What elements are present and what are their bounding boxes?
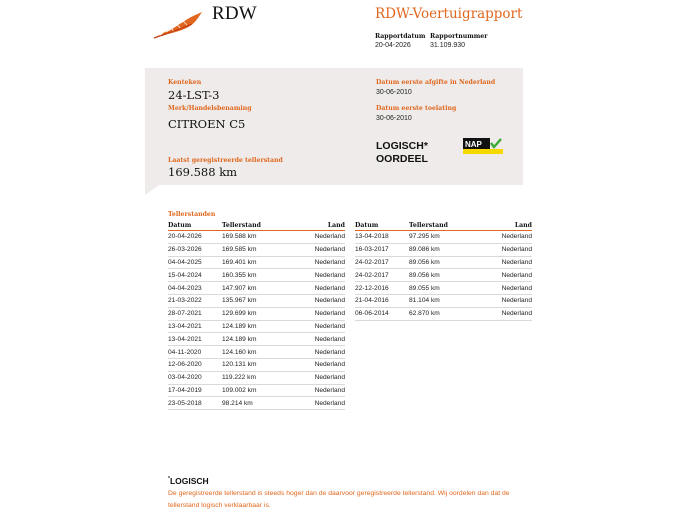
cell-odometer: 98.214 km <box>222 397 292 410</box>
table-row <box>168 307 345 320</box>
table-header-row <box>355 220 532 231</box>
cell-odometer: 109.002 km <box>222 384 292 397</box>
table-row <box>355 294 532 307</box>
cell-date: 21-03-2022 <box>168 294 222 307</box>
cell-odometer: 135.967 km <box>222 294 292 307</box>
table-row <box>355 269 532 282</box>
table-row <box>355 307 532 320</box>
table-row <box>168 243 345 256</box>
table-row <box>168 358 345 371</box>
footnote-text: De geregistreerde tellerstand is steeds hoger dan de daarvoor geregistreerde tellerstand. Wij oordelen dan dat de tellerstand logisch verklaarbaar is. <box>168 490 510 509</box>
cell-odometer: 169.585 km <box>222 243 292 256</box>
cell-country: Nederland <box>292 231 345 244</box>
verdict <box>376 140 428 166</box>
last-odometer: 169.588 km <box>168 165 238 179</box>
vehicle-make: CITROEN C5 <box>168 117 246 131</box>
table-row <box>168 231 345 244</box>
cell-date: 04-04-2025 <box>168 256 222 269</box>
table-header-row <box>168 220 345 231</box>
cell-country: Nederland <box>479 269 532 282</box>
col-date: Datum <box>355 220 409 231</box>
cell-date: 12-06-2020 <box>168 358 222 371</box>
table-row <box>168 371 345 384</box>
cell-country: Nederland <box>292 269 345 282</box>
cell-country: Nederland <box>292 397 345 410</box>
cell-date: 22-12-2016 <box>355 282 409 295</box>
cell-date: 23-05-2018 <box>168 397 222 410</box>
col-country: Land <box>292 220 345 231</box>
license-plate: 24-LST-3 <box>168 88 220 102</box>
cell-country: Nederland <box>292 333 345 346</box>
cell-odometer: 81.104 km <box>409 294 479 307</box>
cell-country: Nederland <box>479 231 532 244</box>
report-number-label: Rapportnummer <box>430 33 488 40</box>
col-country: Land <box>479 220 532 231</box>
cell-country: Nederland <box>292 256 345 269</box>
table-row <box>355 243 532 256</box>
cell-odometer: 124.160 km <box>222 346 292 359</box>
cell-date: 13-04-2021 <box>168 320 222 333</box>
cell-country: Nederland <box>292 358 345 371</box>
cell-date: 28-07-2021 <box>168 307 222 320</box>
cell-odometer: 124.189 km <box>222 320 292 333</box>
col-odometer: Tellerstand <box>409 220 479 231</box>
cell-country: Nederland <box>292 320 345 333</box>
cell-date: 21-04-2016 <box>355 294 409 307</box>
brand-name: RDW <box>212 3 257 24</box>
table-row <box>355 256 532 269</box>
cell-country: Nederland <box>292 282 345 295</box>
table-row <box>168 294 345 307</box>
readings-table-right <box>355 220 532 321</box>
footnote-marker: * <box>168 476 170 483</box>
document-title: RDW-Voertuigrapport <box>375 6 523 22</box>
cell-date: 26-03-2026 <box>168 243 222 256</box>
cell-odometer: 89.056 km <box>409 269 479 282</box>
col-odometer: Tellerstand <box>222 220 292 231</box>
report-date: 20-04-2026 <box>375 42 411 49</box>
col-date: Datum <box>168 220 222 231</box>
cell-date: 03-04-2020 <box>168 371 222 384</box>
cell-date: 13-04-2018 <box>355 231 409 244</box>
nap-badge-text: NAP <box>465 140 482 149</box>
table-row <box>355 231 532 244</box>
cell-odometer: 147.907 km <box>222 282 292 295</box>
first-admission-date: 30-06-2010 <box>376 115 412 122</box>
cell-date: 24-02-2017 <box>355 269 409 282</box>
plate-label: Kenteken <box>168 79 202 86</box>
cell-date: 20-04-2026 <box>168 231 222 244</box>
cell-odometer: 169.588 km <box>222 231 292 244</box>
table-row <box>168 256 345 269</box>
cell-country: Nederland <box>292 243 345 256</box>
cell-odometer: 119.222 km <box>222 371 292 384</box>
table-row <box>168 282 345 295</box>
verdict-line-1: LOGISCH* <box>376 140 428 152</box>
cell-date: 06-06-2014 <box>355 307 409 320</box>
cell-country: Nederland <box>292 371 345 384</box>
first-admission-label: Datum eerste toelating <box>376 105 457 112</box>
verdict-line-2: OORDEEL <box>376 153 428 165</box>
table-row <box>168 397 345 410</box>
cell-country: Nederland <box>292 307 345 320</box>
cell-odometer: 120.131 km <box>222 358 292 371</box>
odometer-label: Laatst geregistreerde tellerstand <box>168 157 283 164</box>
table-row <box>168 346 345 359</box>
cell-country: Nederland <box>479 282 532 295</box>
cell-date: 24-02-2017 <box>355 256 409 269</box>
first-nl-label: Datum eerste afgifte in Nederland <box>376 79 496 86</box>
first-nl-date: 30-06-2010 <box>376 89 412 96</box>
table-row <box>168 333 345 346</box>
table-row <box>355 282 532 295</box>
nap-badge-icon <box>463 138 503 154</box>
cell-odometer: 89.086 km <box>409 243 479 256</box>
cell-country: Nederland <box>479 294 532 307</box>
cell-date: 16-03-2017 <box>355 243 409 256</box>
cell-date: 04-11-2020 <box>168 346 222 359</box>
cell-country: Nederland <box>292 346 345 359</box>
cell-date: 15-04-2024 <box>168 269 222 282</box>
table-row <box>168 269 345 282</box>
cell-odometer: 97.295 km <box>409 231 479 244</box>
cell-country: Nederland <box>479 256 532 269</box>
cell-country: Nederland <box>292 294 345 307</box>
cell-odometer: 129.699 km <box>222 307 292 320</box>
cell-odometer: 89.055 km <box>409 282 479 295</box>
cell-odometer: 160.355 km <box>222 269 292 282</box>
cell-odometer: 89.056 km <box>409 256 479 269</box>
table-row <box>168 320 345 333</box>
readings-title: Tellerstanden <box>168 211 216 218</box>
rdw-logo-icon <box>152 10 204 40</box>
readings-table-left <box>168 220 345 410</box>
cell-date: 17-04-2019 <box>168 384 222 397</box>
cell-odometer: 169.401 km <box>222 256 292 269</box>
make-label: Merk/Handelsbenaming <box>168 105 252 112</box>
report-date-label: Rapportdatum <box>375 33 426 40</box>
report-number: 31.109.930 <box>430 42 466 49</box>
cell-odometer: 62.870 km <box>409 307 479 320</box>
footnote-title <box>168 476 209 486</box>
table-row <box>168 384 345 397</box>
cell-date: 04-04-2023 <box>168 282 222 295</box>
panel-corner <box>145 185 159 195</box>
cell-country: Nederland <box>479 307 532 320</box>
cell-date: 13-04-2021 <box>168 333 222 346</box>
cell-odometer: 124.189 km <box>222 333 292 346</box>
footnote-heading: LOGISCH <box>169 476 209 486</box>
cell-country: Nederland <box>292 384 345 397</box>
cell-country: Nederland <box>479 243 532 256</box>
